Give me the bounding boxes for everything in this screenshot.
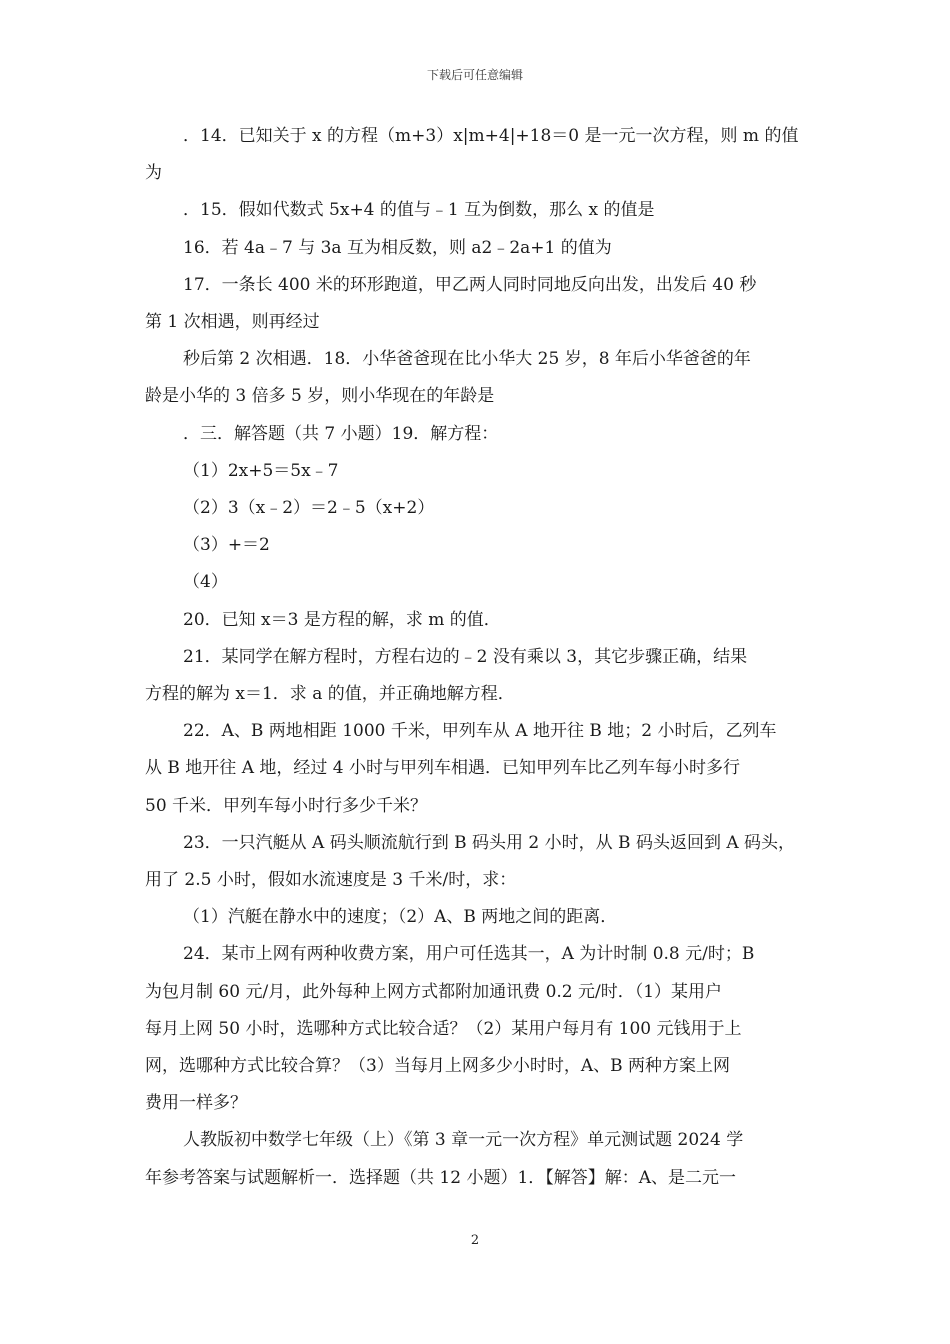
text-line: 秒后第 2 次相遇．18．小华爸爸现在比小华大 25 岁，8 年后小华爸爸的年 bbox=[183, 349, 751, 370]
text-line: 网，选哪种方式比较合算？（3）当每月上网多少小时时，A、B 两种方案上网 bbox=[145, 1056, 730, 1077]
text-line: 人教版初中数学七年级（上）《第 3 章一元一次方程》单元测试题 2024 学 bbox=[183, 1130, 744, 1151]
text-line: 22．A、B 两地相距 1000 千米，甲列车从 A 地开往 B 地；2 小时后，乙列车 bbox=[183, 721, 777, 742]
text-line: ．三．解答题（共 7 小题）19．解方程： bbox=[183, 423, 499, 444]
text-line: 为 bbox=[145, 163, 162, 184]
text-line: （4） bbox=[183, 572, 228, 593]
document-body bbox=[145, 118, 810, 1197]
text-line: 用了 2.5 小时，假如水流速度是 3 千米/时，求： bbox=[145, 870, 517, 891]
text-line: 每月上网 50 小时，选哪种方式比较合适？（2）某用户每月有 100 元钱用于上 bbox=[145, 1018, 742, 1039]
text-line: （1）2x+5＝5x﹣7 bbox=[183, 460, 339, 481]
text-line: 21．某同学在解方程时，方程右边的﹣2 没有乘以 3，其它步骤正确，结果 bbox=[183, 646, 748, 667]
text-line: 50 千米．甲列车每小时行多少千米？ bbox=[145, 795, 428, 816]
page-number: 2 bbox=[470, 1233, 480, 1248]
text-line: 24．某市上网有两种收费方案，用户可任选其一，A 为计时制 0.8 元/时；B bbox=[183, 944, 755, 965]
text-line: 23．一只汽艇从 A 码头顺流航行到 B 码头用 2 小时，从 B 码头返回到 A 码头， bbox=[183, 832, 796, 853]
header-note: 下载后可任意编辑 bbox=[426, 68, 523, 82]
text-line: 年参考答案与试题解析一．选择题（共 12 小题）1．【解答】解：A、是二元一 bbox=[145, 1167, 737, 1188]
text-line: ．15．假如代数式 5x+4 的值与﹣1 互为倒数，那么 x 的值是 bbox=[183, 200, 655, 221]
text-line: 方程的解为 x＝1．求 a 的值，并正确地解方程． bbox=[145, 684, 515, 705]
text-line: ．14．已知关于 x 的方程（m+3）x|m+4|+18＝0 是一元一次方程，则 m 的值 bbox=[183, 126, 799, 146]
text-line: 从 B 地开往 A 地，经过 4 小时与甲列车相遇．已知甲列车比乙列车每小时多行 bbox=[145, 758, 741, 779]
text-line: 20．已知 x＝3 是方程的解，求 m 的值． bbox=[183, 609, 501, 630]
text-line: 龄是小华的 3 倍多 5 岁，则小华现在的年龄是 bbox=[145, 386, 495, 407]
text-line: 为包月制 60 元/月，此外每种上网方式都附加通讯费 0.2 元/时．（1）某用户 bbox=[145, 981, 723, 1002]
text-line: （1）汽艇在静水中的速度；（2）A、B 两地之间的距离． bbox=[183, 907, 618, 928]
text-line: 16．若 4a﹣7 与 3a 互为相反数，则 a2﹣2a+1 的值为 bbox=[183, 237, 612, 258]
text-line: （2）3（x﹣2）＝2﹣5（x+2） bbox=[183, 498, 435, 519]
text-line: 第 1 次相遇，则再经过 bbox=[145, 312, 320, 333]
text-line: （3）+＝2 bbox=[183, 535, 270, 556]
text-line: 17．一条长 400 米的环形跑道，甲乙两人同时同地反向出发，出发后 40 秒 bbox=[183, 274, 757, 295]
text-line: 费用一样多？ bbox=[145, 1093, 247, 1114]
